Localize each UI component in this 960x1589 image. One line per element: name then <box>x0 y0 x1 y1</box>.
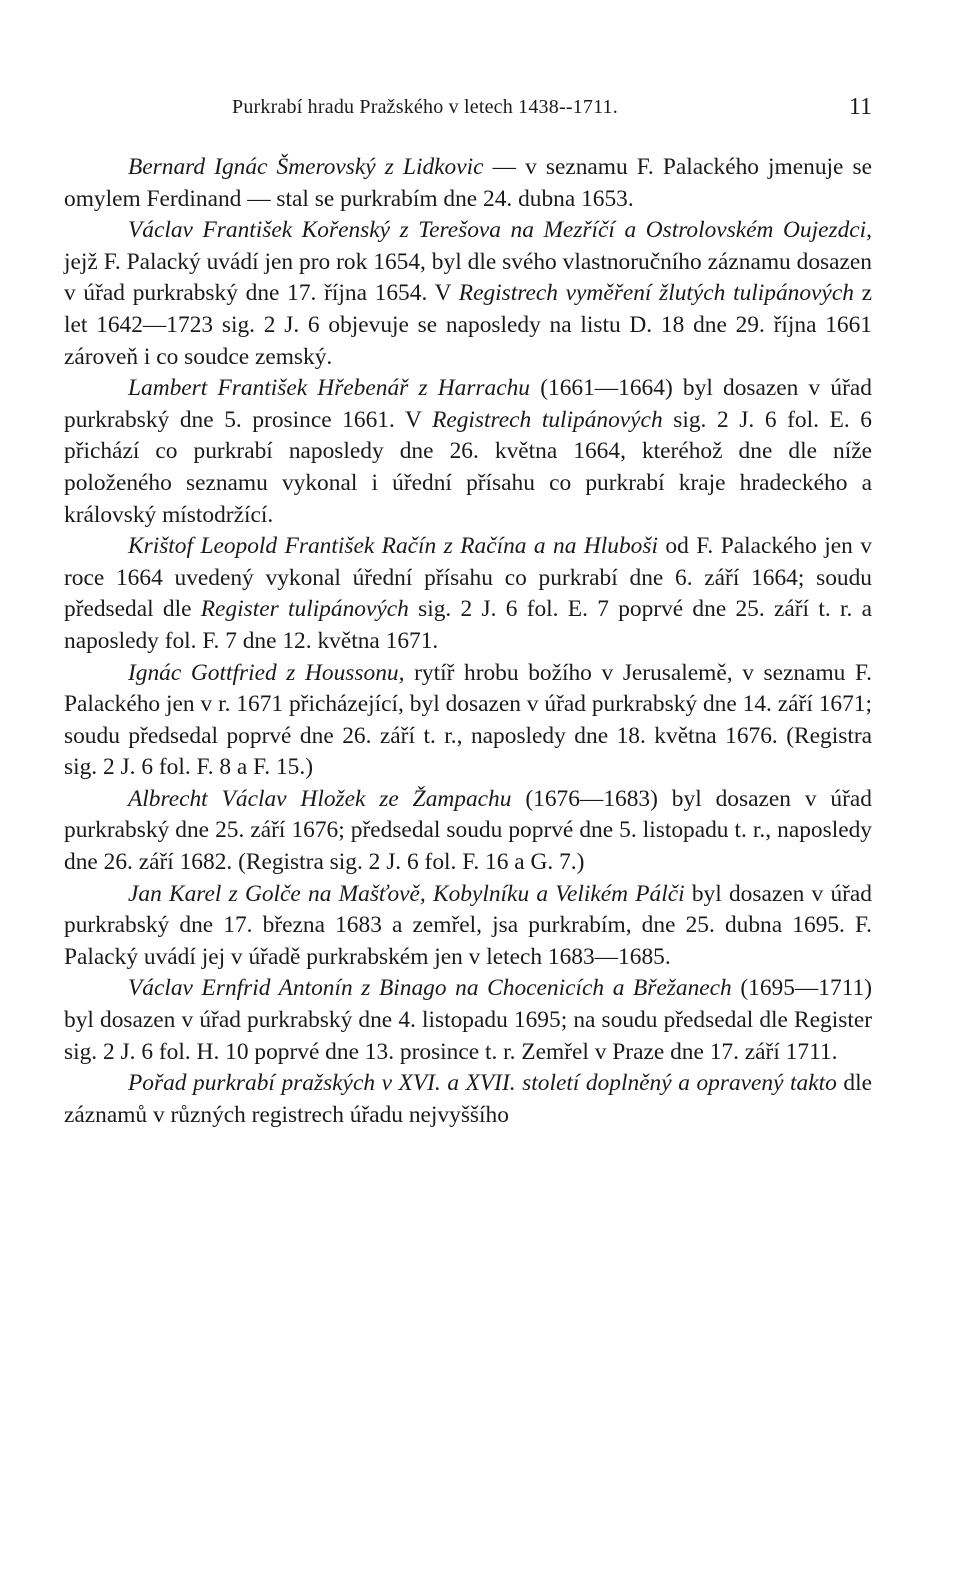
page-number: 11 <box>848 94 872 120</box>
text-segment: z let 1642—1723 sig. 2 J. 6 objevuje se naposledy na listu D. 18 dne 29. října 1661 zároveň i co soudce zemský. <box>64 280 873 370</box>
text-segment: (1695—1711) byl dosazen v úřad purkrabský dne 4. listopadu 1695; na soudu předsedal dle Register sig. 2 J. 6 fol. H. 10 poprvé dne 13. prosince t. r. Zemřel v Praze dne 17. září 1711. <box>64 975 873 1065</box>
text-segment: sig. 2 J. 6 fol. E. 6 přichází co purkrabí naposledy dne 26. května 1664, kteréhož dne dle níže položeného seznamu vykonal i úřední přísahu co purkrabí kraje hradeckého a královský místodržící. <box>64 406 872 528</box>
text-segment: rytíř hrobu božího v Jerusalemě, v seznamu F. Palackého jen v r. 1671 přicházející, byl dosazen v úřad purkrabský dne 14. září 1671; soudu předsedal poprvé dne 26. září t. r., naposledy dne 18. května 1676. (Registra sig. 2 J. 6 fol. F. 8 a F. 15.) <box>64 659 872 781</box>
text-segment: — v seznamu F. Palackého jmenuje se omylem Ferdinand — stal se purkrabím dne 24. dubna 1653. <box>64 154 872 212</box>
body-text <box>64 152 872 1131</box>
italic-name-segment: Albrecht Václav Hložek ze Žampachu <box>128 785 512 812</box>
italic-name-segment: Václav Ernfrid Antonín z Binago na Chocenicích a Břežanech <box>128 975 732 1002</box>
italic-name-segment: Lambert František Hřebenář z Harrachu <box>128 375 531 402</box>
italic-name-segment: Register tulipánových <box>200 596 409 623</box>
italic-name-segment: Pořad purkrabí pražských v XVI. a XVII. století doplněný a opravený takto <box>128 1070 837 1097</box>
italic-name-segment: Registrech vyměření žlutých tulipánových <box>458 280 854 307</box>
text-segment: (1676—1683) byl dosazen v úřad purkrabský dne 25. září 1676; předsedal soudu poprvé dne 5. listopadu t. r., naposledy dne 26. září 1682. (Registra sig. 2 J. 6 fol. F. 16 a G. 7.) <box>64 785 872 876</box>
text-segment: (1661—1664) byl dosazen v úřad purkrabský dne 5. prosince 1661. V <box>64 375 872 433</box>
italic-name-segment: Václav František Kořenský z Terešova na Mezříčí a Ostrolovském Oujezdci, <box>128 217 872 244</box>
paragraph-golc <box>64 879 872 974</box>
text-segment: byl dosazen v úřad purkrabský dne 17. března 1683 a zemřel, jsa purkrabím, dne 25. dubna 1695. F. Palacký uvádí jej v úřadě purkrabském jen v letech 1683—1685. <box>64 880 872 970</box>
text-segment: dle záznamů v různých registrech úřadu nejvyššího <box>64 1070 872 1128</box>
paragraph-binago <box>64 973 872 1068</box>
page-header <box>64 94 872 124</box>
paragraph-porad <box>64 1068 872 1131</box>
text-segment: jejž F. Palacký uvádí jen pro rok 1654, byl dle svého vlastnoručního záznamu dosazen v úřad purkrabský dne 17. října 1654. V <box>64 248 872 307</box>
paragraph-smerovsky <box>64 152 872 215</box>
italic-name-segment: Jan Karel z Golče na Mašťově, Kobylníku a Velikém Pálči <box>128 880 685 907</box>
text-segment: od F. Palackého jen v roce 1664 uvedený vykonal úřední přísahu co purkrabí dne 6. září 1664; soudu předsedal dle <box>64 533 872 623</box>
text-segment: sig. 2 J. 6 fol. E. 7 poprvé dne 25. září t. r. a naposledy fol. F. 7 dne 12. května 1671. <box>64 596 872 654</box>
italic-name-segment: Bernard Ignác Šmerovský z Lidkovic <box>128 154 484 180</box>
italic-name-segment: Ignác Gottfried z Houssonu, <box>128 659 405 686</box>
paragraph-houssonu <box>64 658 872 784</box>
paragraph-hrebenar <box>64 373 872 531</box>
paragraph-racin <box>64 531 872 657</box>
italic-name-segment: Registrech tulipánových <box>432 406 663 433</box>
running-title: Purkrabí hradu Pražského v letech 1438--1711. <box>232 96 618 118</box>
italic-name-segment: Krištof Leopold František Račín z Račína a na Hluboši <box>128 533 658 560</box>
paragraph-hlozek <box>64 784 872 879</box>
paragraph-korensky <box>64 215 872 373</box>
